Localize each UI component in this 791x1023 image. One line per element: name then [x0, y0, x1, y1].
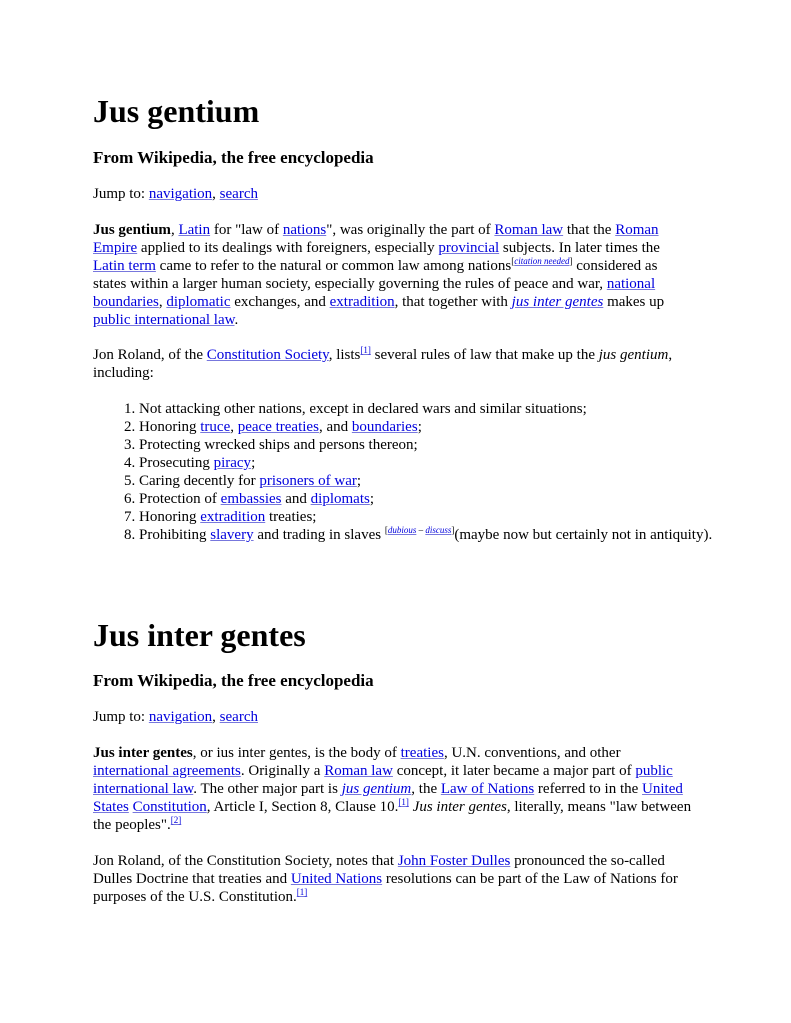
text-run: for "law of: [210, 222, 283, 238]
jump-separator: ,: [212, 186, 220, 202]
dubious-note: [dubious – discuss]: [384, 525, 455, 535]
text-run: that the: [563, 222, 616, 238]
link-prisoners-of-war[interactable]: prisoners of war: [259, 473, 357, 489]
text-run: , or ius inter gentes, is the body of: [192, 745, 401, 761]
text-run: , Article I, Section 8, Clause 10.: [206, 799, 399, 815]
text-run: Not attacking other nations, except in declared wars and similar situations;: [139, 401, 587, 417]
link-piracy[interactable]: piracy: [213, 455, 252, 471]
link-public-international-law[interactable]: public international law: [93, 312, 235, 328]
search-link[interactable]: search: [219, 186, 258, 202]
rules-list: [93, 400, 751, 544]
text-run: makes up: [603, 294, 665, 310]
text-run: came to refer to the natural or common law among nations: [155, 258, 512, 274]
text-run: Jon Roland, of the: [93, 347, 207, 363]
link-extradition-treaties[interactable]: extradition: [200, 509, 266, 525]
dulles-paragraph: [93, 852, 705, 906]
text-run: Honoring: [139, 419, 201, 435]
text-run: subjects. In later times the: [499, 240, 660, 256]
link-boundaries[interactable]: boundaries: [351, 419, 418, 435]
link-latin-term[interactable]: Latin term: [93, 258, 156, 274]
text-run: Honoring: [139, 509, 201, 525]
list-item: [139, 508, 751, 526]
link-international-agreements[interactable]: international agreements: [93, 763, 241, 779]
text-run: pronounced the so-called Dulles Doctrine that treaties and: [93, 853, 665, 887]
discuss-link[interactable]: discuss: [425, 525, 452, 535]
text-run: ,: [170, 222, 179, 238]
link-slavery[interactable]: slavery: [210, 527, 254, 543]
text-run: ,: [230, 419, 238, 435]
text-run: considered as states within a larger human society, especially governing the rules of peace and war,: [93, 258, 658, 292]
citation-needed-link[interactable]: citation needed: [514, 256, 570, 266]
text-run: ", was originally the part of: [326, 222, 495, 238]
link-united-nations[interactable]: United Nations: [290, 871, 383, 887]
text-run: Prosecuting: [139, 455, 214, 471]
link-diplomatic[interactable]: diplomatic: [166, 294, 231, 310]
link-constitution-society[interactable]: Constitution Society: [206, 347, 329, 363]
link-nations[interactable]: nations: [282, 222, 327, 238]
article-title: Jus inter gentes: [93, 617, 306, 653]
list-item: [139, 526, 751, 544]
text-run: concept, it later became a major part of: [392, 763, 636, 779]
reference-note: [360, 345, 371, 355]
text-run: Protection of: [139, 491, 221, 507]
text-run: Prohibiting: [139, 527, 211, 543]
text-run: . The other major part is: [193, 781, 342, 797]
link-constitution[interactable]: Constitution: [132, 799, 207, 815]
text-run: , lists: [328, 347, 361, 363]
link-embassies[interactable]: embassies: [220, 491, 282, 507]
link-latin[interactable]: Latin: [178, 222, 211, 238]
bold-term: Jus inter gentes: [93, 745, 193, 761]
link-diplomats[interactable]: diplomats: [310, 491, 370, 507]
jump-label: Jump to:: [93, 186, 149, 202]
italic-term: Jus inter gentes: [412, 799, 507, 815]
text-run: and trading in slaves: [253, 527, 385, 543]
text-run: ,: [158, 294, 167, 310]
text-run: . Originally a: [240, 763, 325, 779]
link-roman-law[interactable]: Roman law: [324, 763, 393, 779]
link-roman-law[interactable]: Roman law: [494, 222, 564, 238]
link-truce[interactable]: truce: [200, 419, 231, 435]
list-item: [139, 436, 751, 454]
text-run: ;: [356, 473, 362, 489]
link-national-boundaries[interactable]: national boundaries: [93, 276, 656, 310]
link-john-foster-dulles[interactable]: John Foster Dulles: [397, 853, 511, 869]
reference-note: [171, 815, 182, 825]
search-link[interactable]: search: [219, 709, 258, 725]
jump-separator: ,: [212, 709, 220, 725]
text-run: exchanges, and: [230, 294, 330, 310]
list-item: [139, 454, 751, 472]
rules-paragraph: [93, 346, 693, 382]
text-run: (maybe now but certainly not in antiquity).: [454, 527, 713, 543]
citation-needed-note: [citation needed]: [511, 256, 573, 266]
list-item: [139, 418, 751, 436]
reference-link-2[interactable]: [2]: [170, 815, 182, 825]
link-public-international-law[interactable]: public international law: [93, 763, 673, 797]
intro-paragraph: [93, 221, 693, 329]
reference-note: [398, 797, 409, 807]
list-item: [139, 490, 751, 508]
jump-to-bar: [93, 185, 258, 203]
link-law-of-nations[interactable]: Law of Nations: [440, 781, 535, 797]
note-dash: –: [416, 525, 426, 535]
text-run: several rules of law that make up the: [370, 347, 599, 363]
article-subtitle: From Wikipedia, the free encyclopedia: [93, 671, 374, 690]
text-run: applied to its dealings with foreigners, especially: [137, 240, 439, 256]
text-run: referred to in the: [534, 781, 643, 797]
text-run: , the: [411, 781, 441, 797]
dubious-link[interactable]: dubious: [387, 525, 417, 535]
text-run: .: [234, 312, 239, 328]
jump-label: Jump to:: [93, 709, 149, 725]
text-run: Protecting wrecked ships and persons thereon;: [139, 437, 418, 453]
reference-link-1[interactable]: [1]: [398, 797, 409, 807]
bold-term: Jus gentium: [93, 222, 171, 238]
reference-link-1[interactable]: [1]: [296, 887, 308, 897]
text-run: resolutions can be part of the Law of Nations for purposes of the U.S. Constitution.: [93, 871, 678, 905]
link-peace-treaties[interactable]: peace treaties: [237, 419, 319, 435]
text-run: and: [281, 491, 311, 507]
navigation-link[interactable]: navigation: [148, 709, 213, 725]
text-run: , U.N. conventions, and other: [443, 745, 621, 761]
text-run: , literally, means "law between the peoples".: [93, 799, 692, 833]
text-run: ;: [251, 455, 256, 471]
link-treaties[interactable]: treaties: [400, 745, 444, 761]
text-run: Jon Roland, of the Constitution Society, notes that: [93, 853, 398, 869]
link-provincial[interactable]: provincial: [438, 240, 500, 256]
link-united-states[interactable]: United States: [93, 781, 683, 815]
text-run: , including:: [93, 347, 673, 381]
jump-to-bar: [93, 708, 258, 726]
list-item: [139, 472, 751, 490]
article-title: Jus gentium: [93, 93, 260, 129]
article-subtitle: From Wikipedia, the free encyclopedia: [93, 148, 374, 167]
reference-note: [297, 887, 308, 897]
navigation-link[interactable]: navigation: [148, 186, 213, 202]
italic-term: jus gentium: [598, 347, 669, 363]
link-jus-gentium[interactable]: jus gentium: [341, 781, 412, 797]
intro-paragraph: [93, 744, 699, 834]
text-run: treaties;: [265, 509, 317, 525]
text-run: , that together with: [394, 294, 512, 310]
text-run: Caring decently for: [139, 473, 260, 489]
link-extradition[interactable]: extradition: [329, 294, 395, 310]
reference-link-1[interactable]: [1]: [360, 345, 371, 355]
link-jus-inter-gentes[interactable]: jus inter gentes: [511, 294, 604, 310]
text-run: ;: [369, 491, 374, 507]
text-run: , and: [318, 419, 352, 435]
text-run: ;: [417, 419, 422, 435]
link-roman-empire[interactable]: Roman Empire: [93, 222, 659, 256]
list-item: [139, 400, 751, 418]
